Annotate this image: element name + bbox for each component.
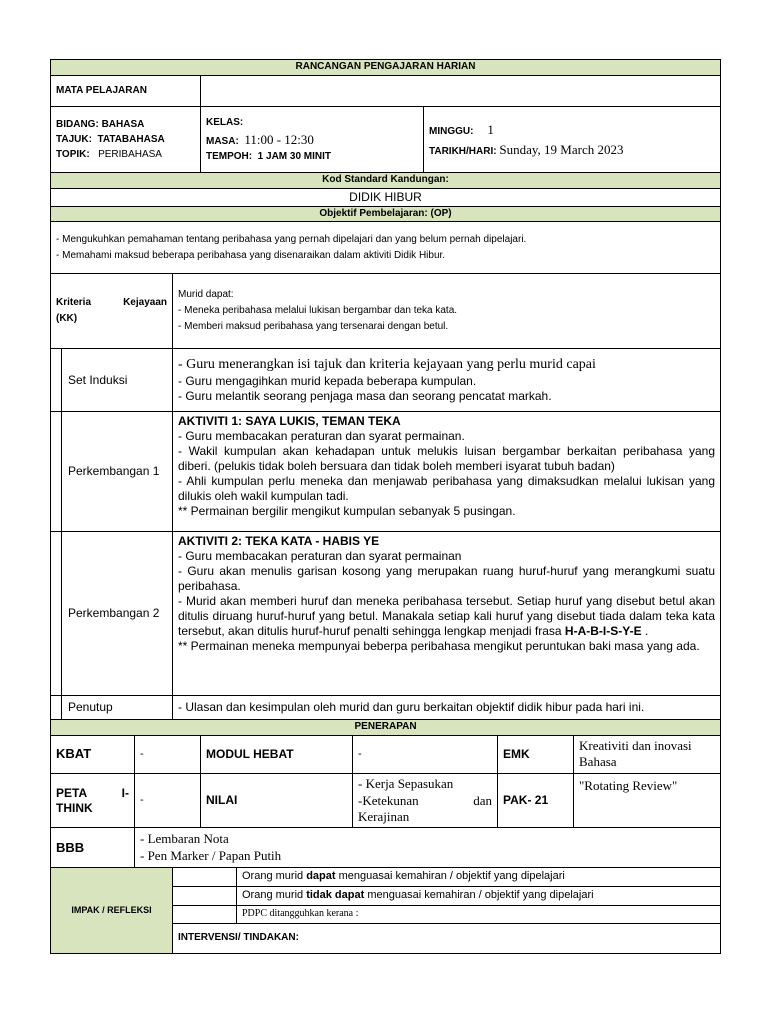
step-content-perkembangan-2 [173, 532, 721, 696]
kriteria-intro: Murid dapat: [178, 289, 234, 300]
nilai-line: -Ketekunan [358, 792, 419, 808]
bidang-value: BAHASA [101, 119, 145, 130]
peta-label-right: I- [121, 786, 129, 801]
impak-label: IMPAK / REFLEKSI [51, 868, 173, 954]
topik-value: PERIBAHASA [98, 149, 162, 160]
kriteria-line: - Meneka peribahasa melalui lukisan bergambar dan teka kata. [178, 305, 458, 316]
nilai-label: NILAI [201, 774, 353, 828]
induksi-line: - Guru menerangkan isi tajuk dan kriteria kejayaan yang perlu murid capai [178, 357, 596, 373]
impak-count-tidak-dapat[interactable] [173, 887, 237, 906]
impak-row-ditangguhkan: PDPC ditangguhkan kerana : [237, 905, 721, 923]
tempoh-value: 1 JAM 30 MINIT [257, 151, 332, 163]
steps-table [50, 273, 721, 720]
modul-value: - [353, 735, 498, 774]
induksi-line: - Guru melantik seorang penjaga masa dan seorang pencatat markah. [178, 388, 552, 403]
steps-margin [51, 532, 62, 696]
step-content-penutup: - Ulasan dan kesimpulan oleh murid dan guru berkaitan objektif didik hibur pada hari ini. [173, 696, 721, 720]
objektif-label: Objektif Pembelajaran: (OP) [51, 206, 721, 222]
impak-bold: dapat [306, 870, 336, 883]
masa-label: MASA: [206, 135, 239, 147]
tajuk-value: TATABAHASA [97, 134, 165, 145]
tarikh-label: TARIKH/HARI: [429, 145, 497, 157]
modul-label: MODUL HEBAT [201, 735, 353, 774]
kriteria-label-cell [51, 274, 173, 349]
p2-line: ** Permainan meneka mempunyai beberpa peribahasa mengikut peruntukan baki masa yang ada. [178, 639, 700, 653]
aktiviti-1-title: AKTIVITI 1: SAYA LUKIS, TEMAN TEKA [178, 414, 401, 428]
emk-value: Kreativiti dan inovasi Bahasa [574, 735, 721, 774]
objektif-content [51, 222, 721, 274]
ksk-label: Kod Standard Kandungan: [51, 173, 721, 189]
penerapan-label: PENERAPAN [51, 720, 721, 736]
nilai-value [353, 774, 498, 828]
tajuk-label: TAJUK: [56, 134, 92, 145]
nilai-line: Kerajinan [358, 808, 410, 824]
steps-margin [51, 349, 62, 412]
masa-value: 11:00 - 12:30 [244, 131, 314, 147]
bidang-label: BIDANG: [56, 119, 99, 130]
kbat-value: - [135, 735, 201, 774]
mata-pelajaran-label: MATA PELAJARAN [51, 76, 201, 107]
aktiviti-2-title: AKTIVITI 2: TEKA KATA - HABIS YE [178, 534, 380, 548]
pak-value: "Rotating Review" [574, 774, 721, 828]
bbb-label: BBB [51, 828, 135, 868]
class-info-cell [201, 107, 424, 173]
penerapan-table [50, 719, 721, 868]
steps-margin [51, 412, 62, 532]
induksi-line: - Guru mengagihkan murid kepada beberapa kumpulan. [178, 373, 477, 388]
peta-label-line2: THINK [56, 800, 93, 815]
kriteria-label-kk: (KK) [56, 313, 78, 324]
p1-line: - Ahli kumpulan perlu meneka dan menjawab peribahasa yang dimaksudkan melalui lukisan yang dilukis oleh wakil kumpulan tadi. [178, 474, 715, 503]
bbb-value [135, 828, 721, 868]
kbat-label: KBAT [51, 735, 135, 774]
subject-info-cell [51, 107, 201, 173]
nilai-line: dan [473, 792, 492, 808]
p1-line: - Wakil kumpulan akan kehadapan untuk melukis luisan bergambar berkaitan peribahasa yang diberi. (pelukis tidak boleh bersuara dan tidak boleh memberi isyarat tubuh badan) [178, 444, 715, 473]
pak-label: PAK- 21 [498, 774, 574, 828]
impak-text: Orang murid [242, 870, 307, 883]
bbb-line: - Pen Marker / Papan Putih [140, 847, 282, 863]
header-table [50, 59, 721, 274]
p1-line: ** Permainan bergilir mengikut kumpulan sebanyak 5 pusingan. [178, 504, 516, 518]
step-label-induksi: Set Induksi [62, 349, 173, 412]
document-title: RANCANGAN PENGAJARAN HARIAN [51, 60, 721, 76]
peta-label-cell [51, 774, 135, 828]
minggu-value: 1 [487, 122, 494, 137]
emk-label: EMK [498, 735, 574, 774]
step-label-penutup: Penutup [62, 696, 173, 720]
impak-count-dapat[interactable] [173, 868, 237, 887]
kelas-label: KELAS: [206, 116, 244, 128]
ksk-value: DIDIK HIBUR [51, 188, 721, 206]
p1-line: - Guru membacakan peraturan dan syarat permainan. [178, 429, 465, 443]
steps-margin [51, 696, 62, 720]
kriteria-line: - Memberi maksud peribahasa yang tersenarai dengan betul. [178, 321, 449, 332]
kriteria-label-left: Kriteria [56, 297, 92, 308]
impak-text: Orang murid [242, 889, 307, 902]
p2-line: - Guru akan menulis garisan kosong yang merupakan ruang huruf-huruf yang merangkumi suatu peribahasa. [178, 564, 715, 593]
nilai-line: - Kerja Sepasukan [358, 776, 454, 792]
minggu-label: MINGGU: [429, 126, 474, 137]
peta-label-left: PETA [56, 786, 88, 801]
impak-text: menguasai kemahiran / objektif yang dipelajari [335, 870, 565, 883]
step-content-induksi [173, 349, 721, 412]
objektif-line: - Memahami maksud beberapa peribahasa yang disenaraikan dalam aktiviti Didik Hibur. [56, 249, 446, 261]
habis-ye-phrase: H-A-B-I-S-Y-E [564, 624, 642, 638]
lesson-plan-document [50, 59, 720, 954]
tempoh-label: TEMPOH: [206, 151, 253, 163]
p2-line: - Guru membacakan peraturan dan syarat permainan [178, 549, 462, 563]
topik-label: TOPIK: [56, 149, 90, 160]
impak-text: menguasai kemahiran / objektif yang dipelajari [364, 889, 594, 902]
impak-row-dapat [237, 868, 721, 887]
objektif-line: - Mengukuhkan pemahaman tentang peribahasa yang pernah dipelajari dan yang belum pernah dipelajari. [56, 233, 527, 245]
intervensi-label: INTERVENSI/ TINDAKAN: [173, 923, 721, 953]
kriteria-content [173, 274, 721, 349]
step-content-perkembangan-1 [173, 412, 721, 532]
p2-line: - Murid akan memberi huruf dan meneka peribahasa tersebut. Setiap huruf yang disebut betul akan ditulis diruang huruf-huruf yang betul. Manakala setiap kali huruf yang disebut tiada dalam teka kata tersebut, akan ditulis huruf-huruf penalti sehingga lengkap menjadi frasa [178, 594, 715, 638]
impak-count-ditangguhkan[interactable] [173, 905, 237, 923]
mata-pelajaran-value[interactable] [201, 76, 721, 107]
step-label-perkembangan-1: Perkembangan 1 [62, 412, 173, 532]
peta-value: - [135, 774, 201, 828]
impak-row-tidak-dapat [237, 887, 721, 906]
p2-line-end: . [644, 624, 649, 638]
tarikh-value: Sunday, 19 March 2023 [499, 141, 624, 157]
kriteria-label-right: Kejayaan [123, 297, 167, 308]
impak-bold: tidak dapat [306, 889, 365, 902]
impak-table [50, 867, 721, 954]
bbb-line: - Lembaran Nota [140, 830, 229, 846]
step-label-perkembangan-2: Perkembangan 2 [62, 532, 173, 696]
date-info-cell [424, 107, 721, 173]
